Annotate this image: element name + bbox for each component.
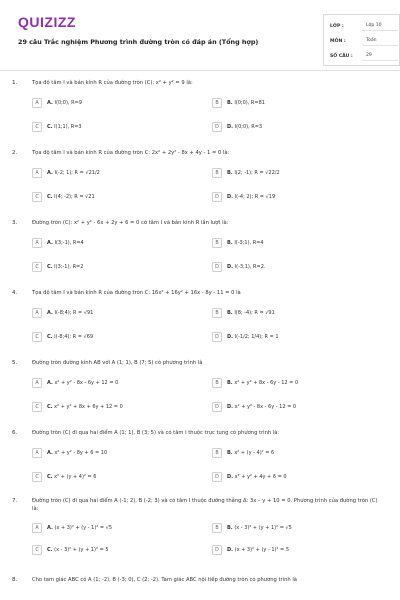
option-letter: C	[32, 192, 42, 202]
option-text: x² + y² + 4y + 6 = 0	[234, 474, 287, 480]
option-letter: A	[32, 98, 42, 108]
question-number: 7.	[12, 498, 18, 504]
option-text: x² + y² - 8x - 6y + 12 = 0	[54, 380, 119, 386]
option-label: D.	[227, 547, 234, 553]
option-label: C.	[47, 547, 53, 553]
question-number: 6.	[12, 430, 18, 436]
option-label: A.	[47, 450, 53, 456]
option-label: C.	[47, 264, 53, 270]
option-a[interactable]	[32, 307, 202, 319]
option-label: C.	[47, 124, 53, 130]
option-letter: B	[212, 448, 222, 458]
option-text: I(-3;1), R=2.	[234, 264, 266, 270]
option-text: I(-1/2; 1/4); R = 1	[234, 334, 279, 340]
question-text: Đường tròn đường kính AB với A (1; 1), B (7; 5) có phương trình là	[32, 360, 203, 366]
option-d[interactable]	[212, 121, 382, 133]
option-d[interactable]	[212, 401, 382, 413]
header-divider	[0, 70, 400, 71]
option-label: B.	[227, 240, 233, 246]
option-c[interactable]	[32, 401, 202, 413]
question-text: Tọa độ tâm I và bán kính R của đường tròn (C): x² + y² = 9 là:	[32, 80, 193, 86]
option-label: B.	[227, 310, 233, 316]
option-letter: C	[32, 545, 42, 555]
option-text: (x - 3)² + (y + 1)² = 5	[54, 547, 109, 553]
option-text: I(-4; 2); R = √19	[234, 194, 276, 200]
option-letter: D	[212, 192, 222, 202]
option-label: D.	[227, 124, 234, 130]
option-b[interactable]	[212, 167, 382, 179]
question-number: 5.	[12, 360, 18, 366]
option-letter: A	[32, 448, 42, 458]
quizizz-logo: QUIZIZZ	[18, 14, 76, 30]
question-text: Đường tròn (C): x² + y² - 6x + 2y + 6 = 0 có tâm I và bán kính R lần lượt là:	[32, 220, 229, 226]
option-label: A.	[47, 240, 53, 246]
option-text: I(-3;1), R=4	[234, 240, 264, 246]
option-a[interactable]	[32, 522, 202, 534]
option-label: D.	[227, 404, 234, 410]
option-label: D.	[227, 334, 234, 340]
question-number: 1.	[12, 80, 18, 86]
option-label: D.	[227, 194, 234, 200]
option-letter: D	[212, 545, 222, 555]
option-text: x² + y² - 8x - 6y - 12 = 0	[234, 404, 297, 410]
question-text: Đường tròn (C) đi qua hai điểm A (-1; 2), B (-2; 3) và có tâm I thuộc đường thẳng Δ: 3x – y + 10 = 0. Phương trình của đường tròn (C) là:	[32, 498, 378, 512]
option-label: A.	[47, 380, 53, 386]
option-letter: A	[32, 308, 42, 318]
info-label: MÔN :	[330, 38, 346, 44]
option-text: (x + 3)² + (y - 1)² = √5	[54, 525, 113, 531]
option-text: I(0;0), R=3	[234, 124, 263, 130]
info-class	[330, 19, 398, 33]
option-letter: C	[32, 472, 42, 482]
option-a[interactable]	[32, 167, 202, 179]
option-text: x² + y² + 8x - 6y - 12 = 0	[234, 380, 299, 386]
option-label: C.	[47, 404, 53, 410]
option-letter: A	[32, 168, 42, 178]
option-c[interactable]	[32, 331, 202, 343]
option-d[interactable]	[212, 331, 382, 343]
option-letter: A	[32, 378, 42, 388]
option-letter: B	[212, 238, 222, 248]
option-d[interactable]	[212, 191, 382, 203]
question-text: Đường tròn (C) đi qua hai điểm A (1; 1), B (3; 5) và có tâm I thuộc trục tung có phương trình là:	[32, 430, 280, 436]
option-c[interactable]	[32, 544, 202, 556]
option-label: B.	[227, 525, 233, 531]
option-letter: C	[32, 262, 42, 272]
option-label: C.	[47, 474, 53, 480]
option-d[interactable]	[212, 471, 382, 483]
option-letter: C	[32, 402, 42, 412]
option-d[interactable]	[212, 261, 382, 273]
option-label: C.	[47, 334, 53, 340]
option-label: B.	[227, 450, 233, 456]
option-b[interactable]	[212, 377, 382, 389]
question-number: 2.	[12, 150, 18, 156]
option-text: I(3;-1), R=4	[54, 240, 84, 246]
option-a[interactable]	[32, 377, 202, 389]
option-letter: B	[212, 378, 222, 388]
option-text: (x - 3)² + (y + 1)² = √5	[234, 525, 292, 531]
option-text: x² + (y - 4)² = 6	[234, 450, 275, 456]
option-label: A.	[47, 170, 53, 176]
option-label: D.	[227, 474, 234, 480]
option-text: x² + (y + 4)² = 6	[54, 474, 97, 480]
option-label: D.	[227, 264, 234, 270]
option-text: I(-2; 1); R = √21/2	[54, 170, 100, 176]
option-letter: D	[212, 332, 222, 342]
option-text: I(8; -4); R = √91	[234, 310, 275, 316]
info-subject	[330, 34, 398, 48]
option-letter: D	[212, 402, 222, 412]
option-b[interactable]	[212, 237, 382, 249]
info-box	[323, 14, 400, 66]
option-b[interactable]	[212, 447, 382, 459]
document-title: 29 câu Trắc nghiệm Phương trình đường tròn có đáp án (Tổng hợp)	[18, 38, 259, 46]
option-label: A.	[47, 525, 53, 531]
option-b[interactable]	[212, 522, 382, 534]
option-letter: B	[212, 98, 222, 108]
question-text: Tọa độ tâm I và bán kính R của đường tròn C: 16x² + 16y² + 16x - 8y - 11 = 0 là	[32, 290, 241, 296]
option-label: B.	[227, 170, 233, 176]
option-letter: D	[212, 472, 222, 482]
option-d[interactable]	[212, 544, 382, 556]
option-label: B.	[227, 380, 233, 386]
info-label: LỚP :	[330, 23, 344, 29]
option-label: B.	[227, 100, 233, 106]
question-number: 8.	[12, 577, 18, 583]
option-letter: B	[212, 168, 222, 178]
option-b[interactable]	[212, 97, 382, 109]
option-c[interactable]	[32, 121, 202, 133]
option-letter: C	[32, 332, 42, 342]
option-text: I(3;-1), R=2	[54, 264, 84, 270]
option-a[interactable]	[32, 97, 202, 109]
option-text: (x + 3)² + (y - 1)² = 5	[234, 547, 290, 553]
option-letter: A	[32, 523, 42, 533]
option-text: x² + y² + 8x + 6y + 12 = 0	[54, 404, 123, 410]
question-number: 3.	[12, 220, 18, 226]
option-label: A.	[47, 310, 53, 316]
info-question-count	[330, 49, 398, 63]
option-letter: D	[212, 122, 222, 132]
info-label: SỐ CÂU :	[330, 53, 353, 59]
option-letter: D	[212, 262, 222, 272]
option-letter: B	[212, 308, 222, 318]
option-letter: B	[212, 523, 222, 533]
question-text: Cho tam giác ABC có A (1; -2), B (-3; 0), C (2; -2). Tam giác ABC nội tiếp đường tròn có phương trình là	[32, 577, 297, 583]
option-c[interactable]	[32, 261, 202, 273]
option-c[interactable]	[32, 471, 202, 483]
option-letter: C	[32, 122, 42, 132]
option-text: I(-8;4); R = √69	[54, 334, 94, 340]
option-label: C.	[47, 194, 53, 200]
info-value: Toán	[362, 36, 398, 46]
option-a[interactable]	[32, 237, 202, 249]
document-header	[12, 8, 388, 70]
option-label: A.	[47, 100, 53, 106]
info-value: 29	[362, 51, 398, 61]
option-text: x² + y² - 8y + 6 = 10	[54, 450, 108, 456]
option-letter: A	[32, 238, 42, 248]
option-text: I(0;0), R=9	[54, 100, 82, 106]
question-number: 4.	[12, 290, 18, 296]
option-text: I(-8;4); R = √91	[54, 310, 94, 316]
option-text: I(2; -1); R = √22/2	[234, 170, 280, 176]
option-text: I(0;0), R=81	[234, 100, 265, 106]
option-c[interactable]	[32, 191, 202, 203]
option-b[interactable]	[212, 307, 382, 319]
question-text: Tọa độ tâm I và bán kính R của đường tròn C: 2x² + 2y² - 8x + 4y - 1 = 0 là:	[32, 150, 230, 156]
option-a[interactable]	[32, 447, 202, 459]
info-value: Lớp 10	[362, 21, 398, 31]
option-text: I(4; -2); R = √21	[54, 194, 95, 200]
option-text: I(1;1), R=3	[54, 124, 82, 130]
